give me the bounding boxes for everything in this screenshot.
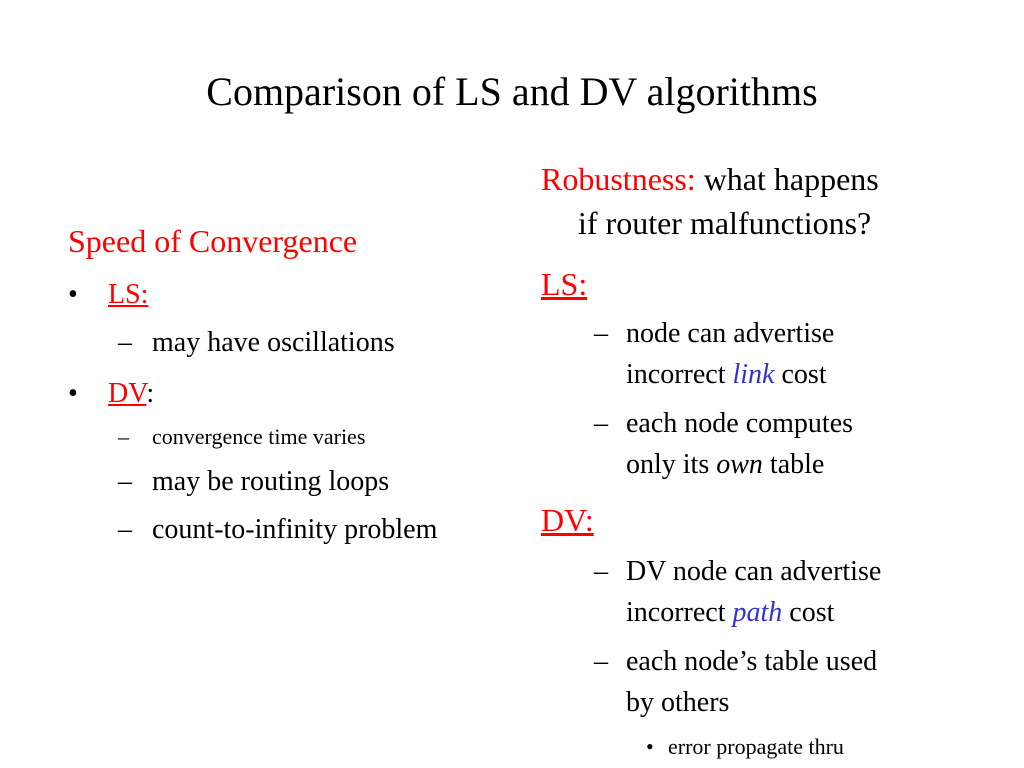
right-ls-item2-line2 <box>626 444 824 485</box>
sub-bullet-icon: • <box>646 734 654 759</box>
right-ls-item1-line2 <box>626 354 827 395</box>
right-ls-item1-line1: node can advertise <box>626 318 835 349</box>
robustness-label: Robustness: <box>541 161 696 197</box>
right-ls-item2-line1: each node computes <box>626 408 854 439</box>
right-dv-item1-line1: DV node can advertise <box>626 556 882 587</box>
left-dv-label: DV <box>108 378 147 409</box>
dash-icon: – <box>118 424 129 449</box>
dash-icon: – <box>594 408 608 439</box>
dash-icon: – <box>594 646 608 677</box>
dash-icon: – <box>118 327 132 358</box>
right-dv-label: DV: <box>541 502 594 538</box>
left-ls-label: LS: <box>108 279 149 310</box>
text-run: cost <box>774 359 827 390</box>
left-ls-item-oscillations: may have oscillations <box>152 327 395 358</box>
text-run: incorrect <box>626 359 733 390</box>
text-run: table <box>762 449 825 480</box>
path-emphasis: path <box>732 597 783 628</box>
left-dv-label-line <box>108 377 154 411</box>
slide-title: Comparison of LS and DV algorithms <box>206 69 818 114</box>
left-dv-item-routing-loops: may be routing loops <box>152 466 390 497</box>
left-dv-item-count-to-infinity: count-to-infinity problem <box>152 514 438 545</box>
dash-icon: – <box>594 318 608 349</box>
speed-of-convergence-heading: Speed of Convergence <box>68 223 358 259</box>
link-emphasis: link <box>732 359 775 390</box>
right-dv-item2-line2: by others <box>626 687 730 718</box>
text-run: only its <box>626 449 717 480</box>
right-dv-sub-error-propagate: error propagate thru <box>668 734 844 759</box>
dash-icon: – <box>594 556 608 587</box>
robustness-text-2: if router malfunctions? <box>578 205 872 241</box>
right-dv-item1-line2 <box>626 592 834 633</box>
ls-bullet-icon: • <box>68 279 78 310</box>
dv-bullet-icon: • <box>68 378 78 409</box>
right-ls-label: LS: <box>541 266 588 302</box>
own-emphasis: own <box>716 449 763 480</box>
left-dv-item-convergence-time: convergence time varies <box>152 424 366 449</box>
right-dv-item2-line1: each node’s table used <box>626 646 878 677</box>
dash-icon: – <box>118 466 132 497</box>
robustness-text-1: what happens <box>703 161 879 197</box>
robustness-line-1 <box>541 157 879 201</box>
text-run: incorrect <box>626 597 733 628</box>
dash-icon: – <box>118 514 132 545</box>
text-run: cost <box>782 597 835 628</box>
left-dv-colon: : <box>146 378 155 409</box>
